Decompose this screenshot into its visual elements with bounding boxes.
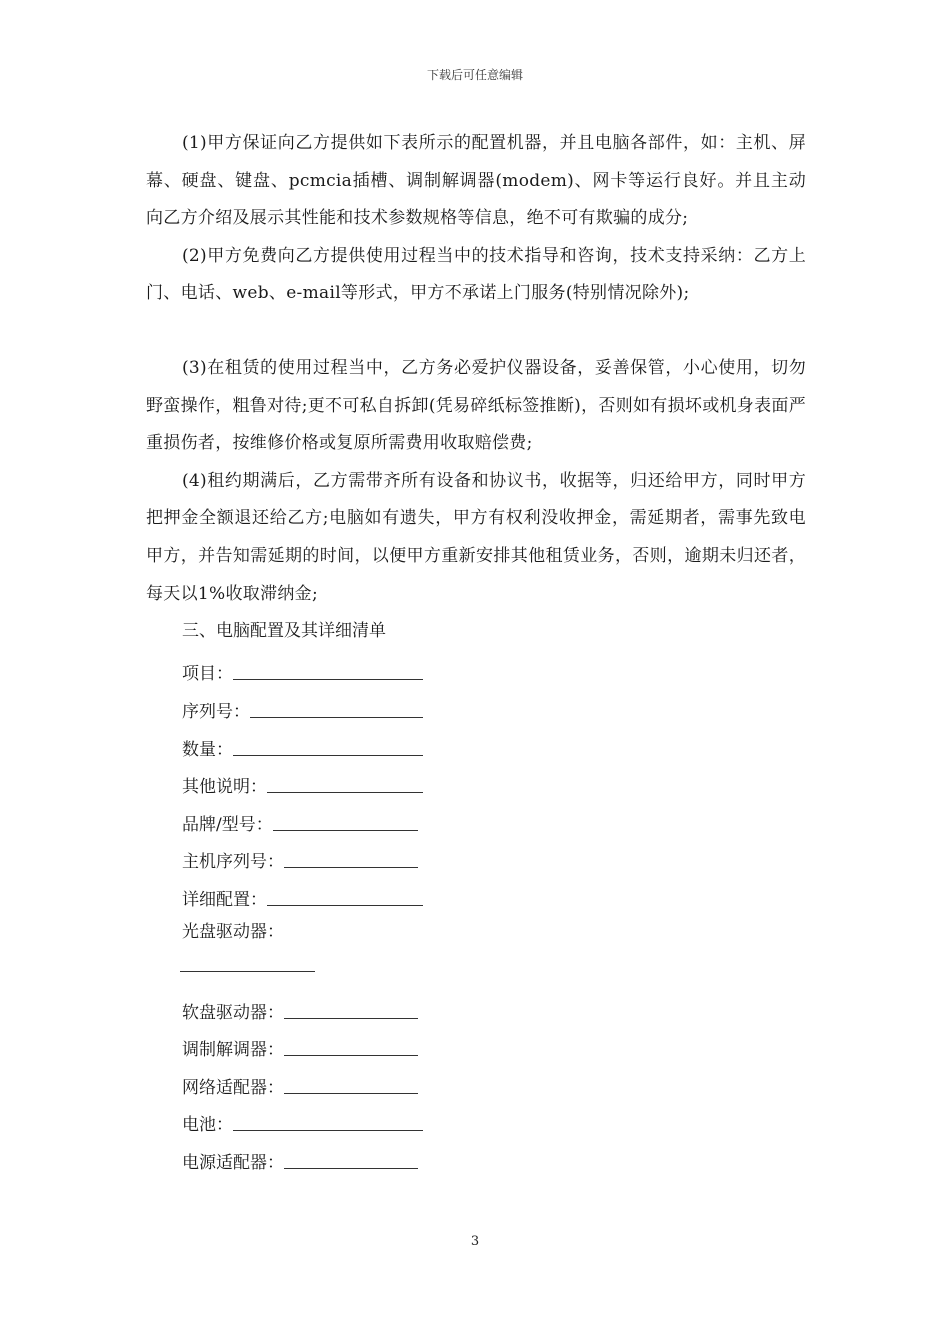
field-item-label: 项目： xyxy=(182,664,233,685)
header-note: 下载后可任意编辑 xyxy=(426,68,523,82)
field-host-serial-label: 主机序列号： xyxy=(182,852,284,873)
field-optical xyxy=(146,914,806,989)
field-modem-blank xyxy=(284,1055,418,1056)
field-floppy-label: 软盘驱动器： xyxy=(182,1002,284,1023)
field-other-blank xyxy=(267,792,423,793)
field-host-serial xyxy=(146,839,806,877)
field-serial-blank xyxy=(250,717,423,718)
field-optical-label: 光盘驱动器： xyxy=(182,921,284,942)
paragraph-4: (4)租约期满后，乙方需带齐所有设备和协议书，收据等，归还给甲方，同时甲方把押金全额退还给乙方;电脑如有遗失，甲方有权利没收押金，需延期者，需事先致电甲方，并告知需延期的时间，以便甲方重新安排其他租赁业务，否则，逾期未归还者，每天以1%收取滞纳金; xyxy=(146,470,806,604)
field-battery xyxy=(146,1102,806,1140)
page-number: 3 xyxy=(470,1234,480,1249)
field-quantity xyxy=(146,726,806,764)
field-optical-blank xyxy=(180,971,315,972)
field-network-blank xyxy=(284,1093,418,1094)
field-item-blank xyxy=(233,679,423,680)
paragraph-3: (3)在租赁的使用过程当中，乙方务必爱护仪器设备，妥善保管，小心使用，切勿野蛮操作，粗鲁对待;更不可私自拆卸(凭易碎纸标签推断)，否则如有损坏或机身表面严重损伤者，按维修价格或复原所需费用收取赔偿费; xyxy=(146,357,806,454)
paragraph-2: (2)甲方免费向乙方提供使用过程当中的技术指导和咨询，技术支持采纳：乙方上门、电话、web、e-mail等形式，甲方不承诺上门服务(特别情况除外); xyxy=(146,245,806,304)
field-other xyxy=(146,764,806,802)
field-power-label: 电源适配器： xyxy=(182,1153,284,1174)
field-network-label: 网络适配器： xyxy=(182,1077,284,1098)
field-brand xyxy=(146,801,806,839)
field-other-label: 其他说明： xyxy=(182,777,267,798)
field-optical-blank-row xyxy=(182,951,806,989)
field-serial xyxy=(146,688,806,726)
paragraph-spacer xyxy=(146,313,806,350)
field-floppy-blank xyxy=(284,1018,418,1019)
field-network xyxy=(146,1064,806,1102)
field-config xyxy=(146,876,806,914)
field-quantity-label: 数量： xyxy=(182,739,233,760)
paragraph-1: (1)甲方保证向乙方提供如下表所示的配置机器，并且电脑各部件，如：主机、屏幕、硬盘、键盘、pcmcia插槽、调制解调器(modem)、网卡等运行良好。并且主动向乙方介绍及展示其性能和技术参数规格等信息，绝不可有欺骗的成分; xyxy=(146,133,806,229)
field-config-blank xyxy=(267,905,423,906)
section-heading: 三、电脑配置及其详细清单 xyxy=(182,621,386,642)
field-brand-blank xyxy=(273,830,418,831)
field-serial-label: 序列号： xyxy=(182,701,250,722)
document-body xyxy=(146,125,806,1177)
field-brand-label: 品牌/型号： xyxy=(182,814,273,835)
field-battery-blank xyxy=(233,1130,423,1131)
field-modem xyxy=(146,1027,806,1065)
field-modem-label: 调制解调器： xyxy=(182,1040,284,1061)
field-config-label: 详细配置： xyxy=(182,889,267,910)
field-power-blank xyxy=(284,1168,418,1169)
field-power xyxy=(146,1139,806,1177)
field-battery-label: 电池： xyxy=(182,1115,233,1136)
field-host-serial-blank xyxy=(284,867,418,868)
field-item xyxy=(146,651,806,689)
field-floppy xyxy=(146,989,806,1027)
field-quantity-blank xyxy=(233,755,423,756)
